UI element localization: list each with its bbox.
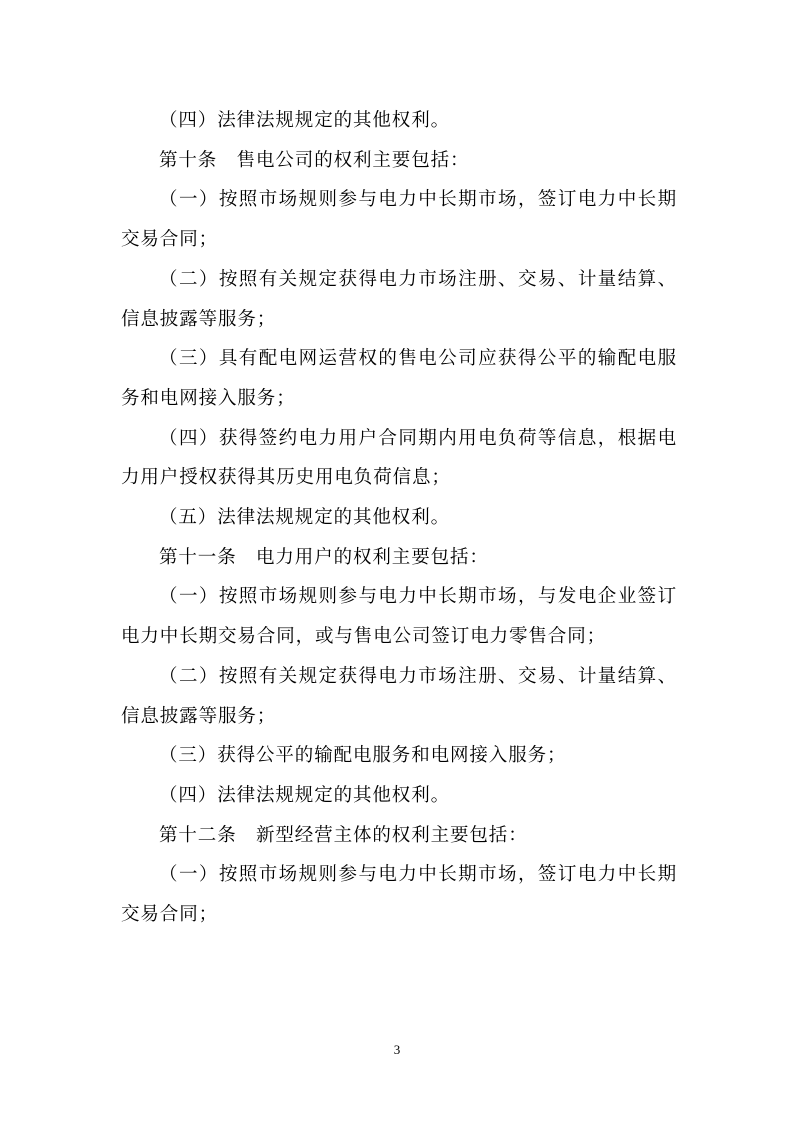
article-heading-12: 第十二条 新型经营主体的权利主要包括：: [159, 824, 528, 846]
document-body: [121, 101, 677, 935]
paragraph: （五）法律法规规定的其他权利。: [159, 507, 451, 529]
page-number: 3: [393, 1042, 401, 1057]
article-heading-11: 第十一条 电力用户的权利主要包括：: [159, 546, 489, 568]
paragraph: （二）按照有关规定获得电力市场注册、交易、计量结算、信息披露等服务；: [121, 665, 677, 727]
paragraph: （四）法律法规规定的其他权利。: [159, 110, 451, 131]
article-heading-10: 第十条 售电公司的权利主要包括：: [159, 149, 470, 171]
paragraph: （一）按照市场规则参与电力中长期市场，与发电企业签订电力中长期交易合同，或与售电公司签订电力零售合同；: [121, 586, 677, 648]
paragraph: （三）获得公平的输配电服务和电网接入服务；: [159, 745, 567, 767]
paragraph: （四）获得签约电力用户合同期内用电负荷等信息，根据电力用户授权获得其历史用电负荷信息；: [121, 427, 677, 489]
paragraph: （一）按照市场规则参与电力中长期市场，签订电力中长期交易合同；: [121, 864, 677, 926]
paragraph: （四）法律法规规定的其他权利。: [159, 784, 451, 806]
paragraph: （二）按照有关规定获得电力市场注册、交易、计量结算、信息披露等服务；: [121, 268, 677, 330]
paragraph: （一）按照市场规则参与电力中长期市场，签订电力中长期交易合同；: [121, 189, 677, 251]
paragraph: （三）具有配电网运营权的售电公司应获得公平的输配电服务和电网接入服务；: [121, 348, 677, 409]
